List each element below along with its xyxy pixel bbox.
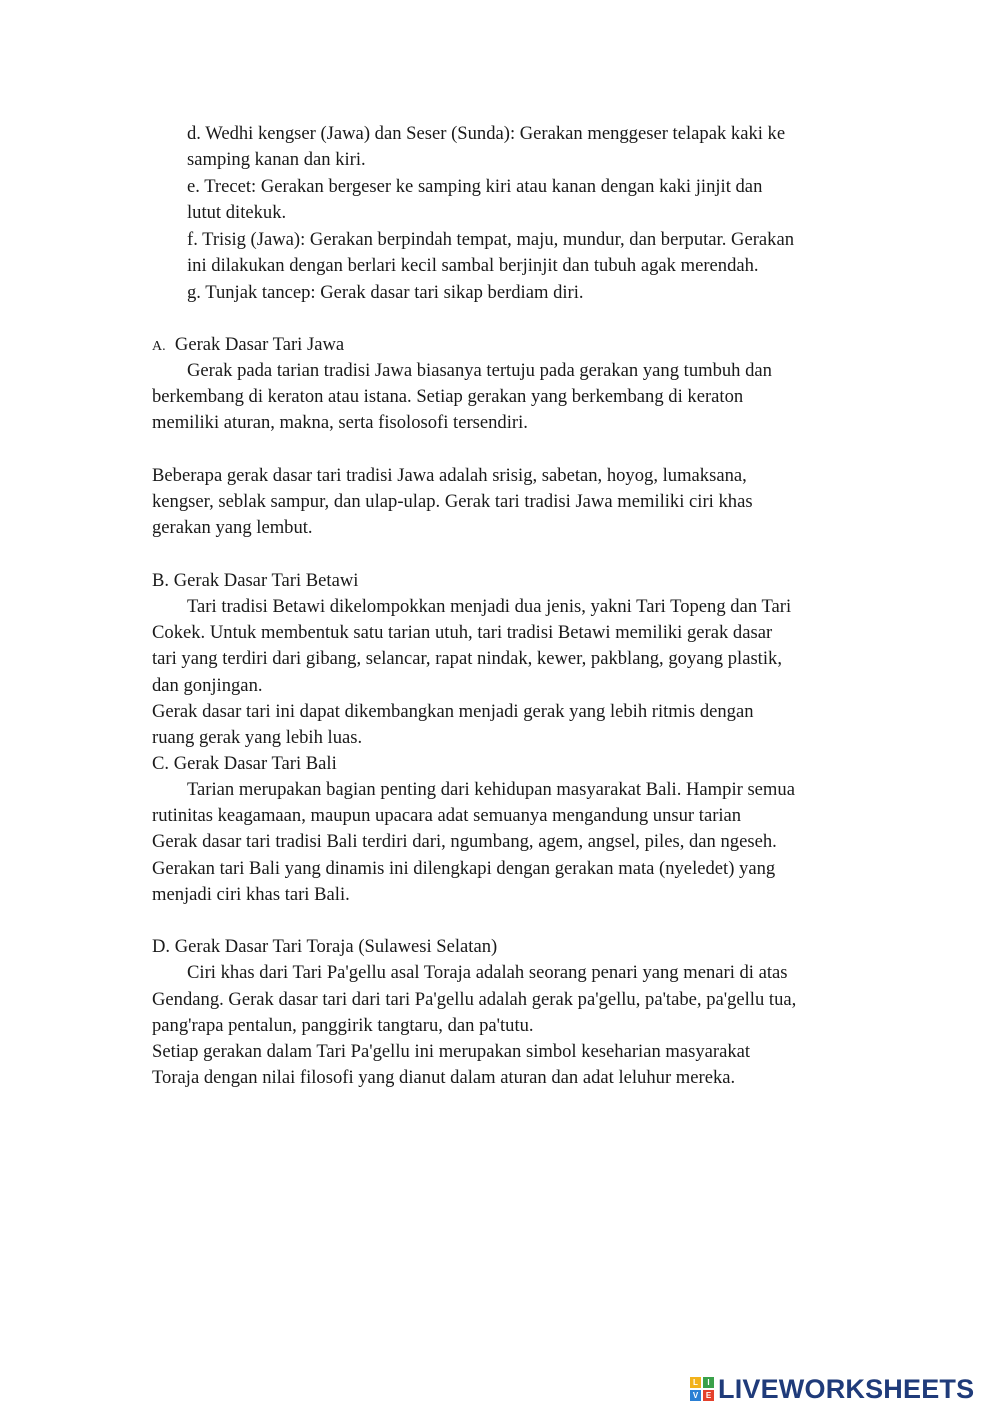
logo-block-v: V xyxy=(690,1390,701,1401)
section-c-heading: C. Gerak Dasar Tari Bali xyxy=(152,753,337,774)
liveworksheets-logo[interactable] xyxy=(690,1372,974,1406)
section-a-para1-line1: Gerak pada tarian tradisi Jawa biasanya tertuju pada gerakan yang tumbuh dan xyxy=(187,360,772,381)
section-b-para1-line2: Cokek. Untuk membentuk satu tarian utuh, tari tradisi Betawi memiliki gerak dasar xyxy=(152,622,773,643)
list-item-f: f. Trisig (Jawa): Gerakan berpindah tempat, maju, mundur, dan berputar. Gerakan xyxy=(187,229,794,250)
section-b-para2-line2: ruang gerak yang lebih luas. xyxy=(152,727,363,748)
list-item-f-cont: ini dilakukan dengan berlari kecil sambal berjinjit dan tubuh agak merendah. xyxy=(187,255,759,276)
logo-text: LIVEWORKSHEETS xyxy=(718,1373,975,1404)
section-c-para1-line3: Gerak dasar tari tradisi Bali terdiri dari, ngumbang, agem, angsel, piles, dan ngeseh. xyxy=(152,831,777,852)
logo-block-i: I xyxy=(703,1377,714,1388)
section-d-heading: D. Gerak Dasar Tari Toraja (Sulawesi Selatan) xyxy=(152,936,498,957)
section-a-title: Gerak Dasar Tari Jawa xyxy=(174,334,345,355)
section-d-para2-line1: Setiap gerakan dalam Tari Pa'gellu ini merupakan simbol keseharian masyarakat xyxy=(152,1041,751,1062)
section-b-para1-line4: dan gonjingan. xyxy=(152,675,263,696)
logo-block-e: E xyxy=(703,1390,714,1401)
list-item-d: d. Wedhi kengser (Jawa) dan Seser (Sunda): Gerakan menggeser telapak kaki ke xyxy=(187,123,786,144)
list-item-d-cont: samping kanan dan kiri. xyxy=(187,149,366,170)
section-d-para2-line2: Toraja dengan nilai filosofi yang dianut dalam aturan dan adat leluhur mereka. xyxy=(152,1067,736,1088)
logo-blocks-icon xyxy=(690,1377,714,1401)
section-d-para1-line1: Ciri khas dari Tari Pa'gellu asal Toraja adalah seorang penari yang menari di atas xyxy=(187,962,788,983)
section-a-para1-line3: memiliki aturan, makna, serta fisolosofi tersendiri. xyxy=(152,412,528,433)
section-b-para1-line3: tari yang terdiri dari gibang, selancar, rapat nindak, kewer, pakblang, goyang plastik, xyxy=(152,648,782,669)
section-c-para1-line1: Tarian merupakan bagian penting dari kehidupan masyarakat Bali. Hampir semua xyxy=(187,779,795,800)
section-a-para2-line1: Beberapa gerak dasar tari tradisi Jawa adalah srisig, sabetan, hoyog, lumaksana, xyxy=(152,465,747,486)
section-b-heading: B. Gerak Dasar Tari Betawi xyxy=(152,570,359,591)
list-item-e: e. Trecet: Gerakan bergeser ke samping kiri atau kanan dengan kaki jinjit dan xyxy=(187,176,763,197)
section-b-para1-line1: Tari tradisi Betawi dikelompokkan menjadi dua jenis, yakni Tari Topeng dan Tari xyxy=(187,596,792,617)
section-d-para1-line2: Gendang. Gerak dasar tari dari tari Pa'gellu adalah gerak pa'gellu, pa'tabe, pa'gellu tua, xyxy=(152,989,797,1010)
section-a-letter: A. xyxy=(152,339,166,354)
list-item-g: g. Tunjak tancep: Gerak dasar tari sikap berdiam diri. xyxy=(187,282,584,303)
section-b-para2-line1: Gerak dasar tari ini dapat dikembangkan menjadi gerak yang lebih ritmis dengan xyxy=(152,701,754,722)
section-c-para1-line4: Gerakan tari Bali yang dinamis ini dilengkapi dengan gerakan mata (nyeledet) yang xyxy=(152,858,776,879)
section-c-para1-line2: rutinitas keagamaan, maupun upacara adat semuanya mengandung unsur tarian xyxy=(152,805,742,826)
logo-block-l: L xyxy=(690,1377,701,1388)
section-a-para1-line2: berkembang di keraton atau istana. Setiap gerakan yang berkembang di keraton xyxy=(152,386,744,407)
section-a-para2-line3: gerakan yang lembut. xyxy=(152,517,313,538)
list-item-e-cont: lutut ditekuk. xyxy=(187,202,287,223)
section-a-para2-line2: kengser, seblak sampur, dan ulap-ulap. Gerak tari tradisi Jawa memiliki ciri khas xyxy=(152,491,753,512)
section-c-para1-line5: menjadi ciri khas tari Bali. xyxy=(152,884,350,905)
section-d-para1-line3: pang'rapa pentalun, panggirik tangtaru, dan pa'tutu. xyxy=(152,1015,534,1036)
section-a-heading xyxy=(152,332,344,360)
